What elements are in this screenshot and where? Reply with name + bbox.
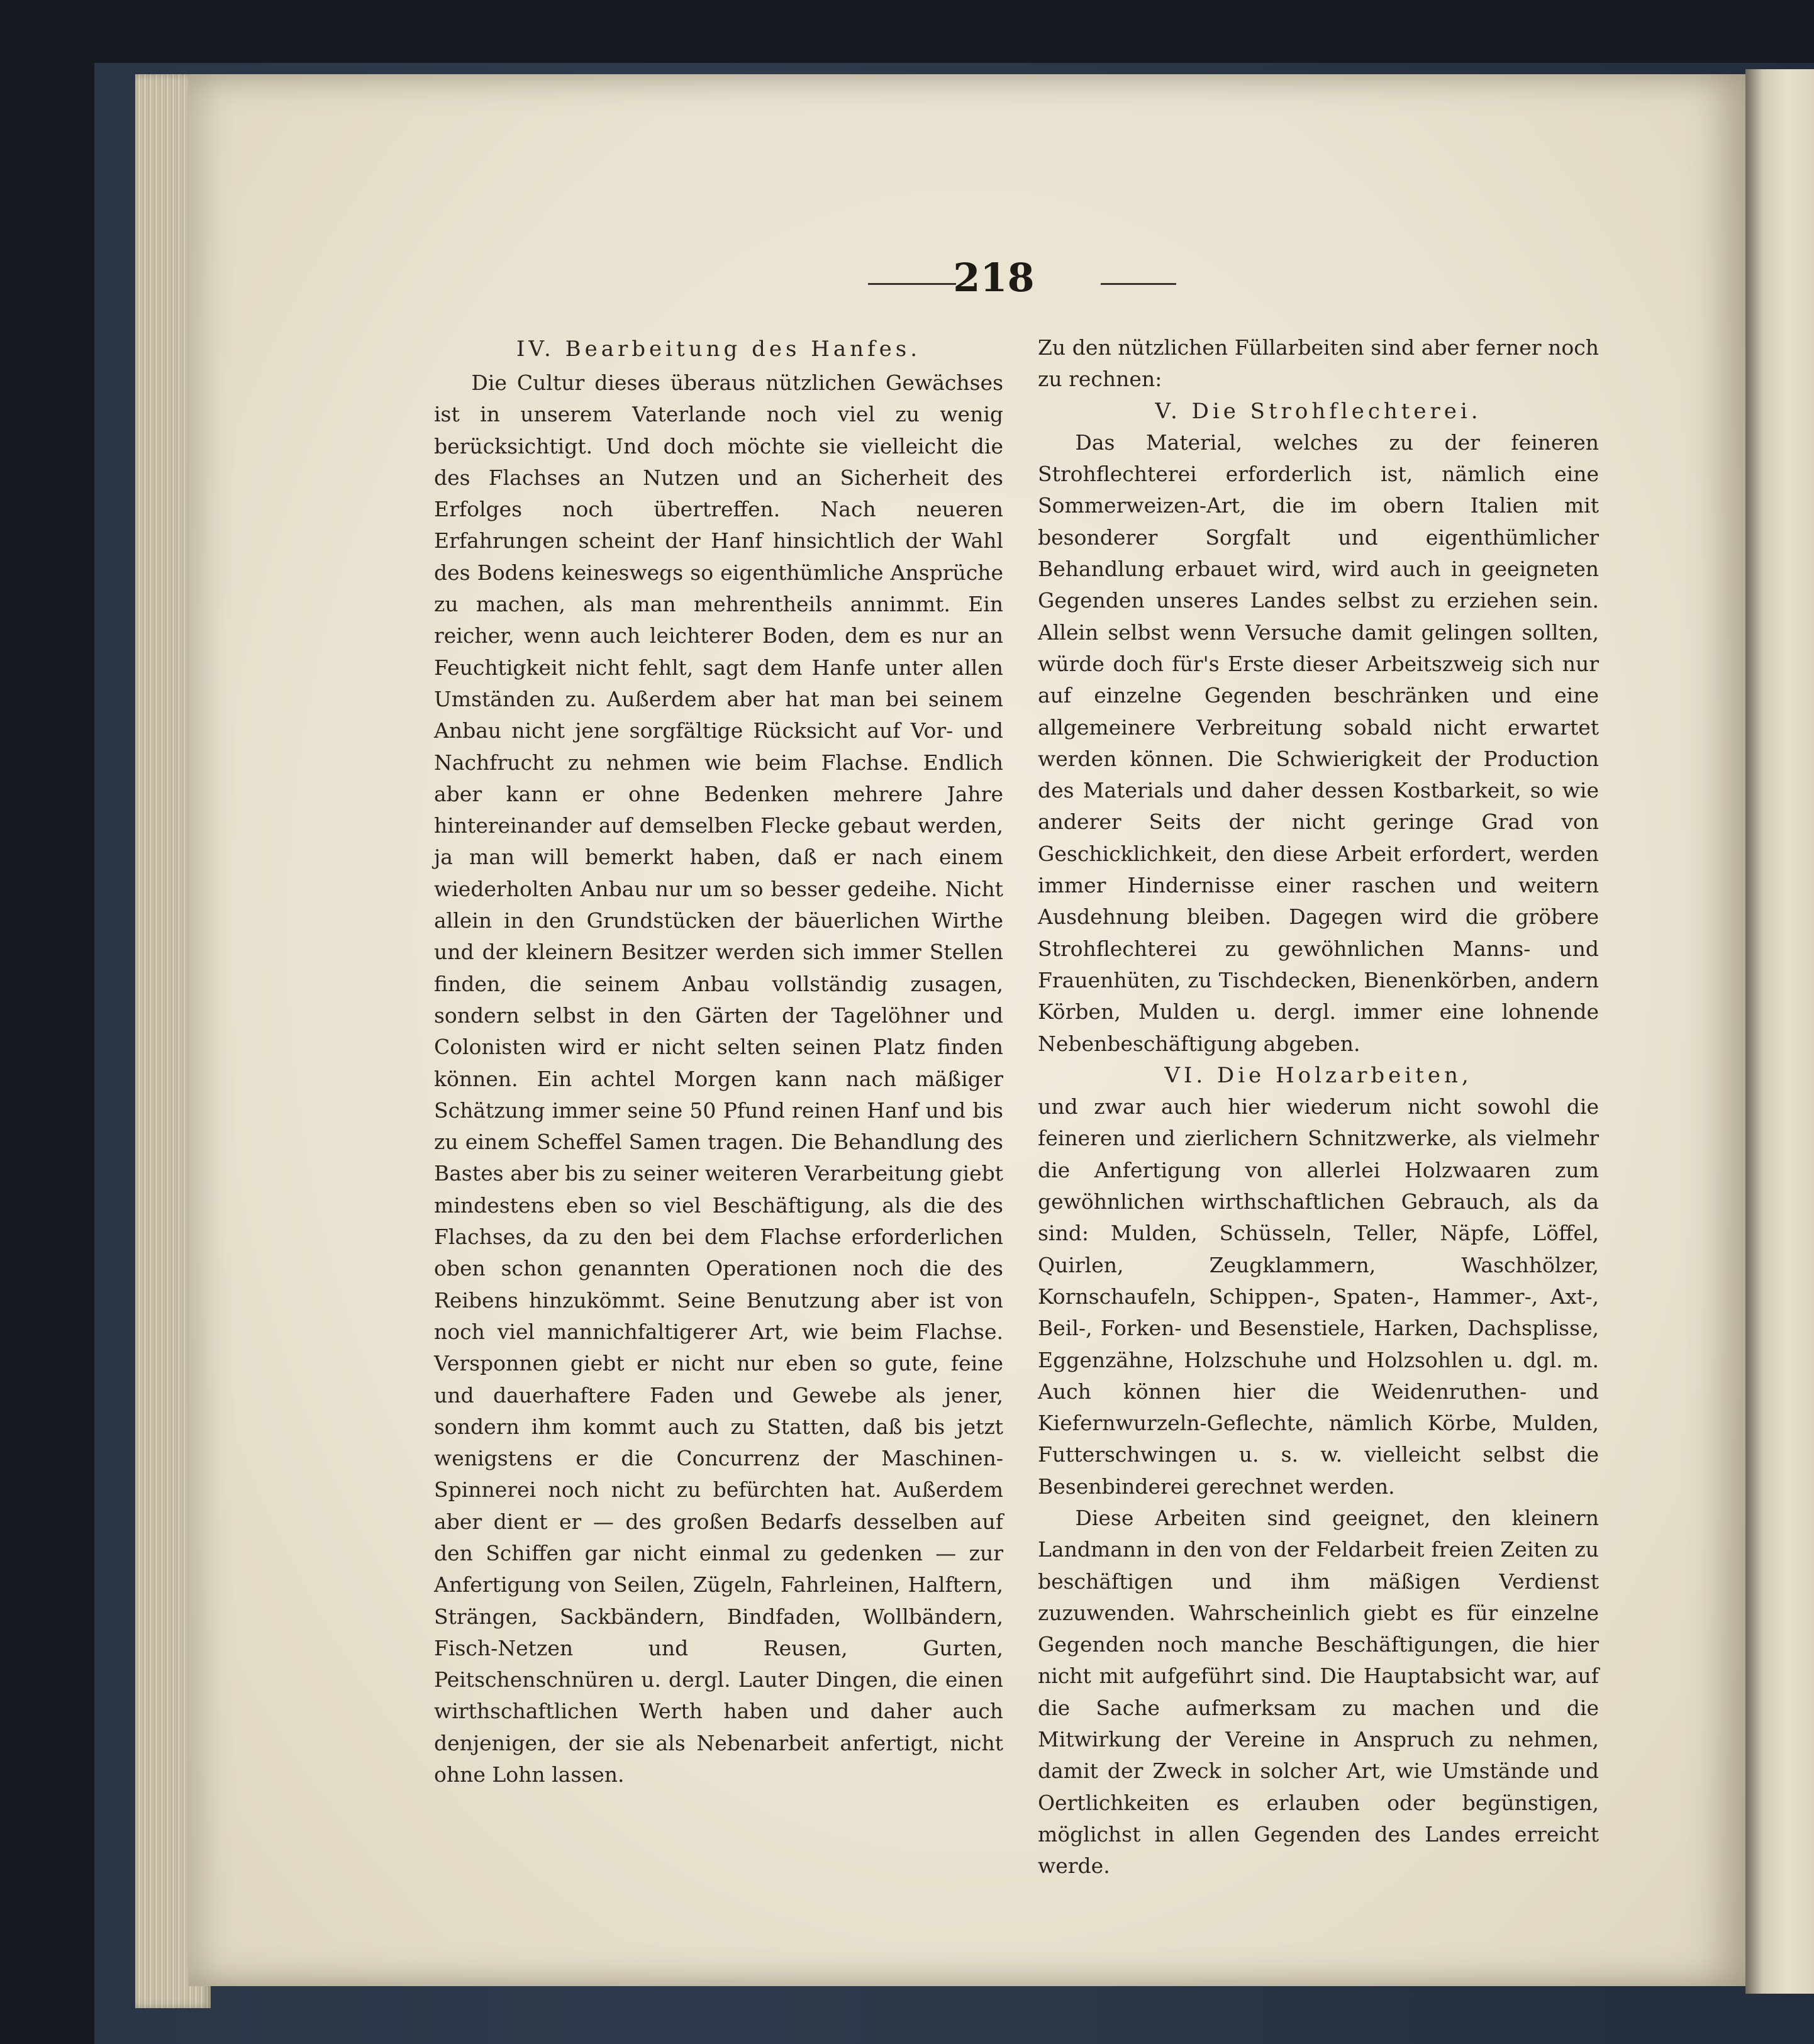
left-column xyxy=(434,367,1003,1791)
section-heading-vi: VI. Die Holzarbeiten, xyxy=(1164,1062,1472,1088)
next-page-edge xyxy=(1745,69,1814,1994)
paragraph-wood: und zwar auch hier wiederum nicht sowohl die feineren und zierlichern Schnitzwerke, als vielmehr die Anfertigung von allerlei Holzwaaren zum gewöhnlichen wirthschaftlichen Gebrauch, als da sind: Mulden, Schüsseln, Teller, Näpfe, Löffel, Quirlen, Zeugklammern, Waschhölzer, Kornschaufeln, Schippen-, Spaten-, Hammer-, Axt-, Beil-, Forken- und Besenstiele, Harken, Dachsplisse, Eggenzähne, Holzschuhe und Holzsohlen u. dgl. m. Auch können hier die Weidenruthen- und Kiefernwurzeln-Geflechte, nämlich Körbe, Mulden, Futterschwingen u. s. w. vielleicht selbst die Besenbinderei gerechnet werden. xyxy=(1038,1094,1599,1499)
section-heading-iv: IV. Bearbeitung des Hanfes. xyxy=(516,336,921,362)
paragraph-conclusion: Diese Arbeiten sind geeignet, den kleinern Landmann in den von der Feldarbeit freien Zeiten zu beschäftigen und ihm mäßigen Verdienst zuzuwenden. Wahrscheinlich giebt es für einzelne Gegenden noch manche Beschäftigungen, die hier nicht mit aufgeführt sind. Die Hauptabsicht war, auf die Sache aufmerksam zu machen und die Mitwirkung der Vereine in Anspruch zu nehmen, damit der Zweck in solcher Art, wie Umstände und Oertlichkeiten es erlauben oder begünstigen, möglichst in allen Gegenden des Landes erreicht werde. xyxy=(1038,1505,1599,1879)
paragraph-hemp: Die Cultur dieses überaus nützlichen Gewächses ist in unserem Vaterlande noch viel zu wenig berücksichtigt. Und doch möchte sie vielleicht die des Flachses an Nutzen und an Sicherheit des Erfolges noch übertreffen. Nach neueren Erfahrungen scheint der Hanf hinsichtlich der Wahl des Bodens keineswegs so eigenthümliche Ansprüche zu machen, als man mehrentheils annimmt. Ein reicher, wenn auch leichterer Boden, dem es nur an Feuchtigkeit nicht fehlt, sagt dem Hanfe unter allen Umständen zu. Außerdem aber hat man bei seinem Anbau nicht jene sorgfältige Rücksicht auf Vor- und Nachfrucht zu nehmen wie beim Flachse. Endlich aber kann er ohne Bedenken mehrere Jahre hintereinander auf demselben Flecke gebaut werden, ja man will bemerkt haben, daß er nach einem wiederholten Anbau nur um so besser gedeihe. Nicht allein in den Grundstücken der bäuerlichen Wirthe und der kleinern Besitzer werden sich immer Stellen finden, die seinem Anbau vollständig zusagen, sondern selbst in den Gärten der Tagelöhner und Colonisten wird er nicht selten seinen Platz finden können. Ein achtel Morgen kann nach mäßiger Schätzung immer seine 50 Pfund reinen Hanf und bis zu einem Scheffel Samen tragen. Die Behandlung des Bastes aber bis zu seiner weiteren Verarbeitung giebt mindestens eben so viel Beschäftigung, als die des Flachses, da zu den bei dem Flachse erforderlichen oben schon genannten Operationen noch die des Reibens hinzukömmt. Seine Benutzung aber ist von noch viel mannichfaltigerer Art, wie beim Flachse. Versponnen giebt er nicht nur eben so gute, feine und dauerhaftere Faden und Gewebe als jener, sondern ihm kommt auch zu Statten, daß bis jetzt wenigstens er die Concurrenz der Maschinen-Spinnerei noch nicht zu befürchten hat. Außerdem aber dient er — des großen Bedarfs desselben auf den Schiffen gar nicht einmal zu gedenken — zur Anfertigung von Seilen, Zügeln, Fahrleinen, Halftern, Strängen, Sackbändern, Bindfaden, Wollbändern, Fisch-Netzen und Reusen, Gurten, Peitschenschnüren u. dergl. Lauter Dingen, die einen wirthschaftlichen Werth haben und daher auch denjenigen, der sie als Nebenarbeit anfertigt, nicht ohne Lohn lassen. xyxy=(434,370,1003,1787)
paragraph-intro: Zu den nützlichen Füllarbeiten sind aber ferner noch zu rechnen: xyxy=(1038,335,1599,392)
section-heading-v: V. Die Strohflechterei. xyxy=(1155,398,1482,424)
page-number-rule-right xyxy=(1101,283,1176,285)
right-column xyxy=(1038,332,1599,1882)
page-number: 218 xyxy=(953,255,1035,301)
paragraph-straw: Das Material, welches zu der feineren Strohflechterei erforderlich ist, nämlich eine Sommerweizen-Art, die im obern Italien mit besonderer Sorgfalt und eigenthümlicher Behandlung erbauet wird, wird auch in geeigneten Gegenden unseres Landes selbst zu erziehen sein. Allein selbst wenn Versuche damit gelingen sollten, würde doch für's Erste dieser Arbeitszweig sich nur auf einzelne Gegenden beschränken und eine allgemeinere Verbreitung sobald nicht erwartet werden können. Die Schwierigkeit der Production des Materials und daher dessen Kostbarkeit, so wie anderer Seits der nicht geringe Grad von Geschicklichkeit, den diese Arbeit erfordert, werden immer Hindernisse einer raschen und weitern Ausdehnung bleiben. Dagegen wird die gröbere Strohflechterei zu gewöhnlichen Manns- und Frauenhüten, zu Tischdecken, Bienenkörben, andern Körben, Mulden u. dergl. immer eine lohnende Nebenbeschäftigung abgeben. xyxy=(1038,430,1599,1056)
